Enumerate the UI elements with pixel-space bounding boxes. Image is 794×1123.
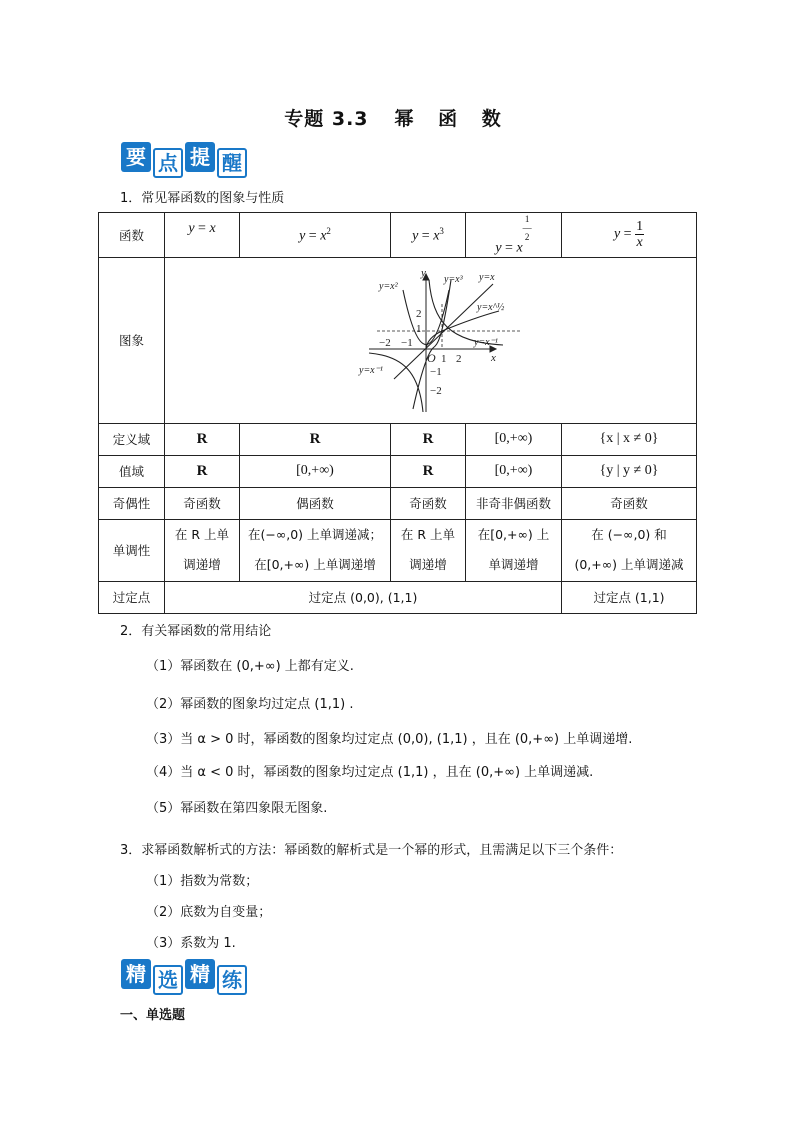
label-y-sqrt: y=x^½ [477, 302, 505, 314]
conclusion-item: （4）当 α < 0 时，幂函数的图象均过定点 (1,1) ，且在 (0,+∞) 上单调递减. [146, 765, 594, 780]
table-cell: 奇函数 [391, 487, 466, 519]
badge-practice [121, 959, 247, 995]
table-row [99, 455, 697, 487]
conclusion-item: （1）幂函数在 (0,+∞) 上都有定义. [146, 659, 354, 674]
condition-item: （1）指数为常数； [146, 874, 259, 889]
table-cell: 奇函数 [562, 487, 697, 519]
badge-char: 练 [217, 965, 247, 995]
label-y-x2: y=x² [379, 281, 398, 293]
table-cell: R [391, 423, 466, 455]
table-cell: 在 R 上单 调递增 [391, 519, 466, 581]
title-sub: 幂 函 数 [394, 108, 510, 130]
table-cell: R [165, 423, 240, 455]
badge-char: 精 [185, 959, 215, 989]
section3-heading: 3．求幂函数解析式的方法：幂函数的解析式是一个幂的形式，且需满足以下三个条件： [120, 843, 623, 858]
section1-heading: 1．常见幂函数的图象与性质 [120, 191, 285, 206]
table-row [99, 257, 697, 423]
row-label: 奇偶性 [99, 487, 165, 519]
conclusion-item: （5）幂函数在第四象限无图象. [146, 801, 328, 816]
table-row [99, 423, 697, 455]
table-cell: 在 R 上单 调递增 [165, 519, 240, 581]
conclusion-item: （2）幂函数的图象均过定点 (1,1) . [146, 697, 354, 712]
table-cell: 在(−∞,0) 上单调递减； 在[0,+∞) 上单调递增 [240, 519, 391, 581]
row-label: 单调性 [99, 519, 165, 581]
label-y-inv-left: y=x⁻¹ [359, 365, 383, 377]
label-y-x3: y=x³ [444, 274, 463, 286]
tick-label: 2 [456, 353, 462, 366]
table-cell: [0,+∞) [466, 423, 562, 455]
curve-y-inv-left [369, 353, 423, 412]
formula-cell: $y = x^{1 ― 2}$ [466, 213, 562, 258]
tick-label: −1 [430, 366, 442, 379]
table-cell: 过定点 (0,0), (1,1) [165, 581, 562, 613]
title-main: 专题 3.3 [284, 108, 369, 130]
x-axis-label: x [491, 352, 496, 365]
badge-char: 点 [153, 148, 183, 178]
badge-char: 选 [153, 965, 183, 995]
table-cell: R [240, 423, 391, 455]
row-label: 值域 [99, 455, 165, 487]
table-cell: [0,+∞) [240, 455, 391, 487]
formula-cell: y = x [165, 213, 240, 258]
table-row [99, 519, 697, 581]
row-label: 过定点 [99, 581, 165, 613]
badge-char: 提 [185, 142, 215, 172]
table-cell: 过定点 (1,1) [562, 581, 697, 613]
tick-label: 1 [441, 353, 447, 366]
row-label: 定义域 [99, 423, 165, 455]
section2-heading: 2．有关幂函数的常用结论 [120, 624, 272, 639]
table-cell: 偶函数 [240, 487, 391, 519]
table-row [99, 581, 697, 613]
label-y-inv-right: y=x⁻¹ [474, 337, 498, 349]
badge-key-points [121, 142, 247, 178]
formula-cell: $y = x^3$ [391, 213, 466, 258]
row-label: 函数 [99, 213, 165, 258]
formula-cell: y = $\frac{1}{x}$ [562, 213, 697, 258]
y-axis-label: y [421, 267, 426, 280]
origin-label: O [427, 351, 436, 366]
tick-label: −1 [401, 337, 413, 350]
table-cell: {y | y ≠ 0} [562, 455, 697, 487]
table-cell: 在[0,+∞) 上 单调递增 [466, 519, 562, 581]
formula-cell: $y = x^2$ [240, 213, 391, 258]
badge-char: 醒 [217, 148, 247, 178]
badge-char: 精 [121, 959, 151, 989]
section4-heading: 一、单选题 [120, 1008, 186, 1023]
table-cell: {x | x ≠ 0} [562, 423, 697, 455]
tick-label: −2 [379, 337, 391, 350]
condition-item: （3）系数为 1. [146, 936, 236, 951]
label-y-x: y=x [479, 272, 495, 284]
table-cell: 在 (−∞,0) 和 (0,+∞) 上单调递减 [562, 519, 697, 581]
page-title [0, 104, 794, 131]
row-label: 图象 [99, 257, 165, 423]
table-cell: R [391, 455, 466, 487]
tick-label: 2 [416, 308, 422, 321]
badge-char: 要 [121, 142, 151, 172]
condition-item: （2）底数为自变量； [146, 905, 272, 920]
table-cell: 非奇非偶函数 [466, 487, 562, 519]
tick-label: −2 [430, 385, 442, 398]
power-functions-graph [165, 258, 695, 422]
conclusion-item: （3）当 α > 0 时，幂函数的图象均过定点 (0,0), (1,1) ，且在 (0,+∞) 上单调递增. [146, 732, 633, 747]
table-cell: R [165, 455, 240, 487]
table-cell: 奇函数 [165, 487, 240, 519]
tick-label: 1 [416, 323, 422, 336]
table-row [99, 487, 697, 519]
power-function-table [98, 212, 697, 614]
graph-cell [165, 257, 697, 423]
table-cell: [0,+∞) [466, 455, 562, 487]
table-row [99, 213, 697, 258]
